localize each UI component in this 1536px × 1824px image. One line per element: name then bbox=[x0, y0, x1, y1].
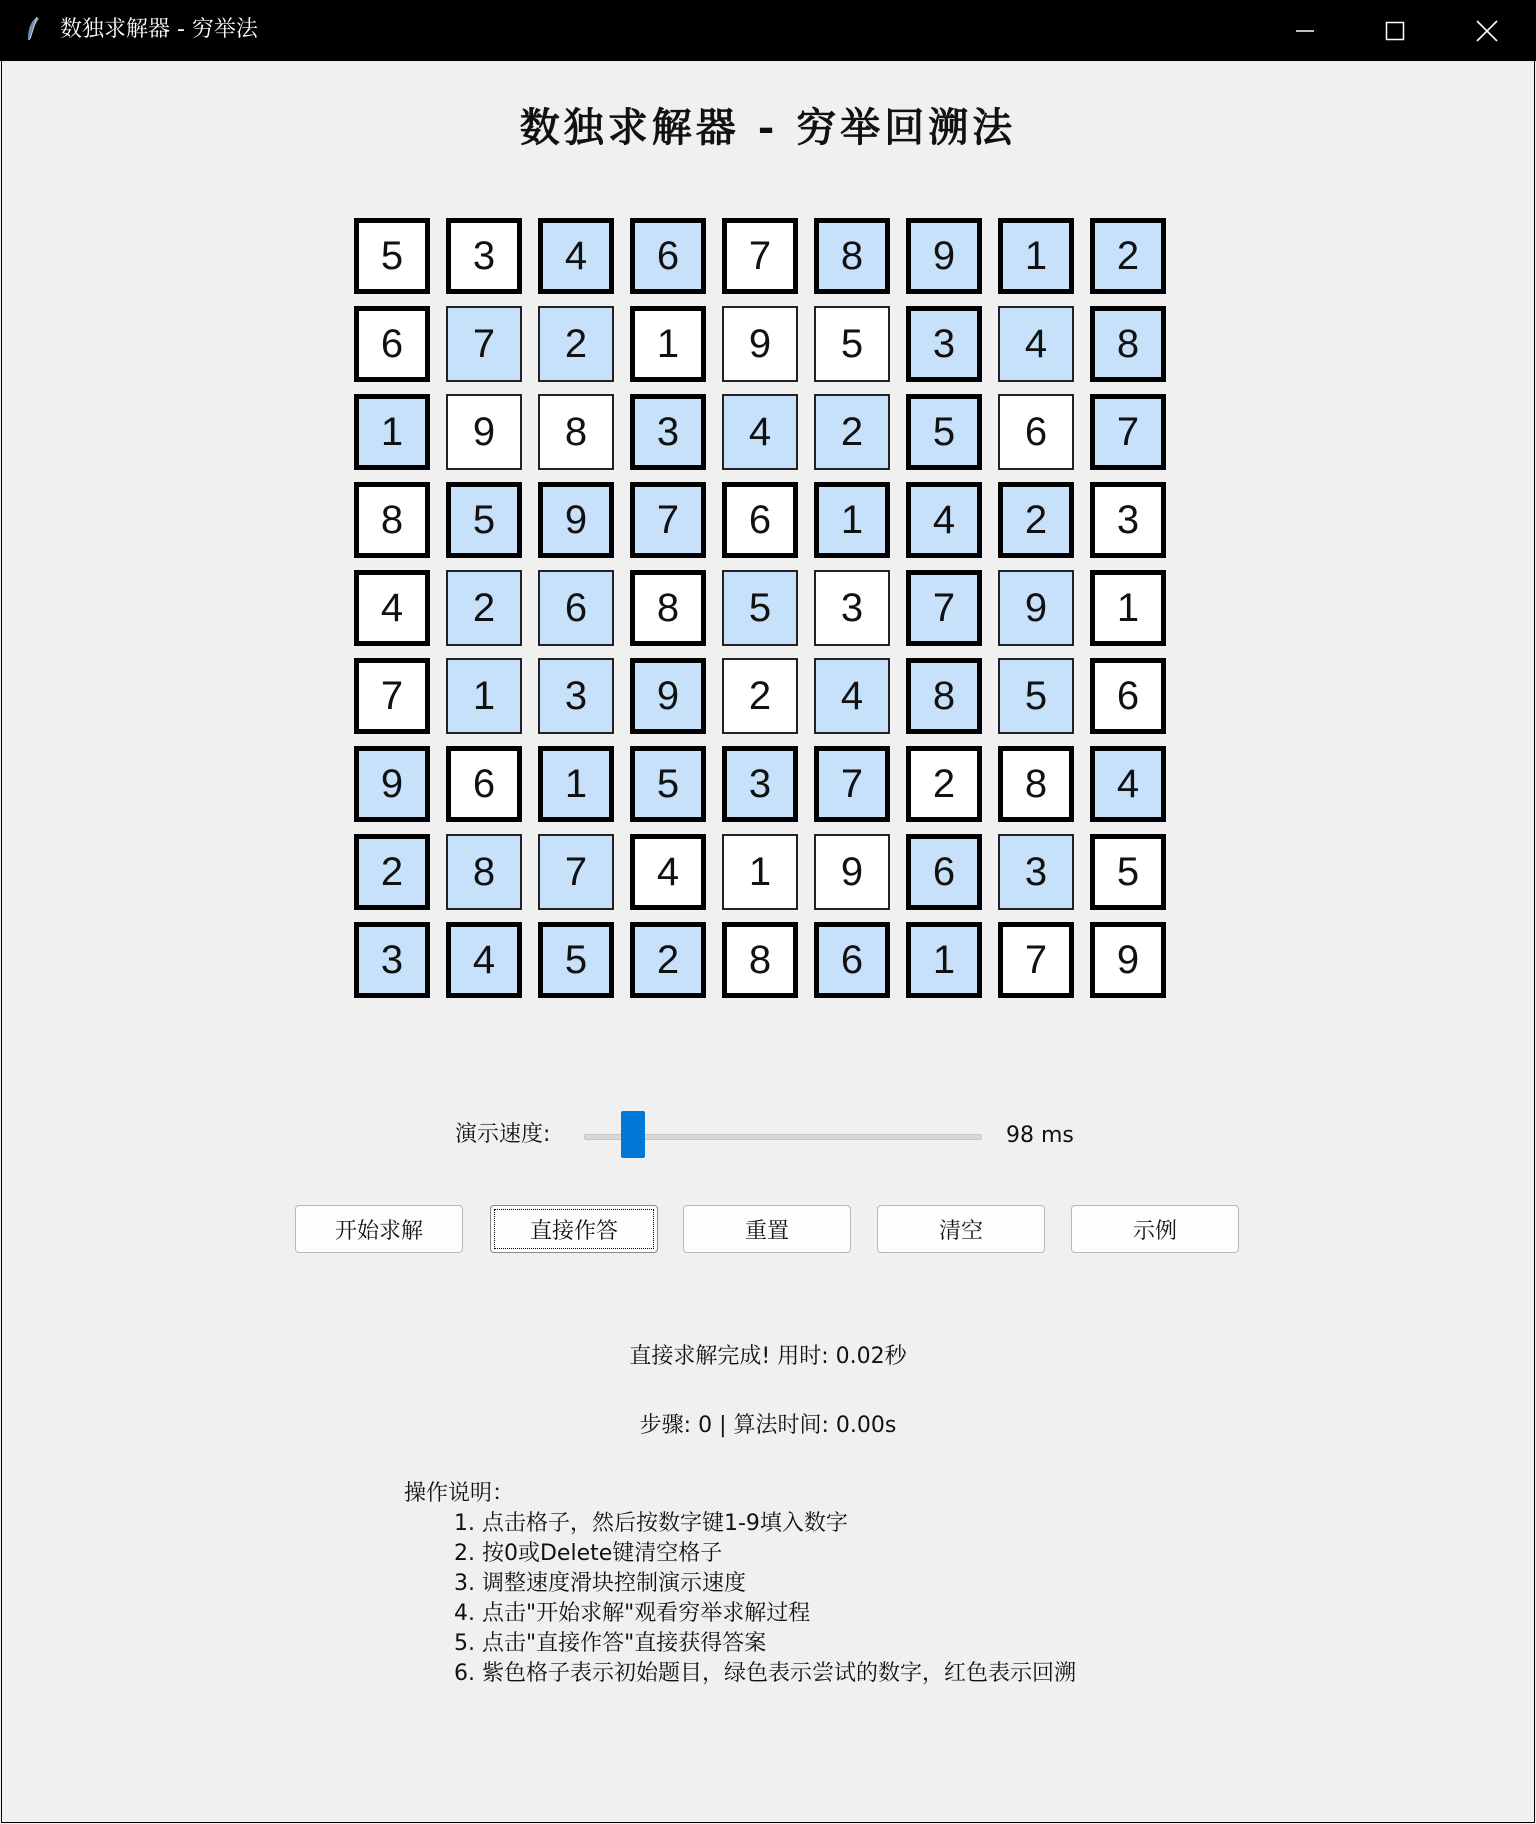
page-title: 数独求解器 - 穷举回溯法 bbox=[519, 104, 1017, 151]
sudoku-cell-r6c7[interactable]: 8 bbox=[906, 658, 982, 734]
minimize-button[interactable] bbox=[1260, 0, 1350, 61]
sudoku-cell-r8c8[interactable]: 3 bbox=[998, 834, 1074, 910]
sudoku-cell-r9c7[interactable]: 1 bbox=[906, 922, 982, 998]
instruction-item: 4. 点击"开始求解"观看穷举求解过程 bbox=[454, 1601, 811, 1626]
instruction-item: 5. 点击"直接作答"直接获得答案 bbox=[454, 1631, 767, 1656]
minimize-icon bbox=[1295, 21, 1315, 41]
sudoku-cell-r2c4[interactable]: 1 bbox=[630, 306, 706, 382]
sudoku-cell-r4c3[interactable]: 9 bbox=[538, 482, 614, 558]
sudoku-cell-r4c6[interactable]: 1 bbox=[814, 482, 890, 558]
sudoku-cell-r7c3[interactable]: 1 bbox=[538, 746, 614, 822]
sudoku-cell-r4c2[interactable]: 5 bbox=[446, 482, 522, 558]
stats-text: 步骤: 0 | 算法时间: 0.00s bbox=[639, 1413, 897, 1438]
sudoku-cell-r8c7[interactable]: 6 bbox=[906, 834, 982, 910]
sudoku-cell-r4c5[interactable]: 6 bbox=[722, 482, 798, 558]
sudoku-cell-r6c8[interactable]: 5 bbox=[998, 658, 1074, 734]
sudoku-cell-r3c1[interactable]: 1 bbox=[354, 394, 430, 470]
sudoku-cell-r3c6[interactable]: 2 bbox=[814, 394, 890, 470]
sudoku-cell-r1c6[interactable]: 8 bbox=[814, 218, 890, 294]
sudoku-cell-r5c7[interactable]: 7 bbox=[906, 570, 982, 646]
sudoku-cell-r5c5[interactable]: 5 bbox=[722, 570, 798, 646]
sudoku-cell-r7c1[interactable]: 9 bbox=[354, 746, 430, 822]
maximize-icon bbox=[1385, 21, 1405, 41]
sudoku-cell-r8c1[interactable]: 2 bbox=[354, 834, 430, 910]
sudoku-cell-r1c7[interactable]: 9 bbox=[906, 218, 982, 294]
sudoku-cell-r6c1[interactable]: 7 bbox=[354, 658, 430, 734]
sudoku-cell-r2c6[interactable]: 5 bbox=[814, 306, 890, 382]
reset-button[interactable]: 重置 bbox=[683, 1205, 851, 1253]
title-bar bbox=[0, 0, 1536, 61]
sudoku-cell-r1c2[interactable]: 3 bbox=[446, 218, 522, 294]
sudoku-cell-r7c8[interactable]: 8 bbox=[998, 746, 1074, 822]
sudoku-cell-r6c4[interactable]: 9 bbox=[630, 658, 706, 734]
sudoku-cell-r9c1[interactable]: 3 bbox=[354, 922, 430, 998]
sudoku-cell-r2c7[interactable]: 3 bbox=[906, 306, 982, 382]
window-title: 数独求解器 - 穷举法 bbox=[60, 17, 258, 42]
status-message: 直接求解完成! 用时: 0.02秒 bbox=[629, 1344, 907, 1369]
sudoku-cell-r9c6[interactable]: 6 bbox=[814, 922, 890, 998]
sudoku-cell-r4c4[interactable]: 7 bbox=[630, 482, 706, 558]
sudoku-cell-r9c2[interactable]: 4 bbox=[446, 922, 522, 998]
sudoku-cell-r9c8[interactable]: 7 bbox=[998, 922, 1074, 998]
instruction-item: 3. 调整速度滑块控制演示速度 bbox=[454, 1571, 746, 1596]
sudoku-cell-r2c8[interactable]: 4 bbox=[998, 306, 1074, 382]
speed-slider-thumb[interactable] bbox=[621, 1111, 645, 1158]
sudoku-cell-r7c4[interactable]: 5 bbox=[630, 746, 706, 822]
sudoku-cell-r1c1[interactable]: 5 bbox=[354, 218, 430, 294]
sudoku-cell-r1c4[interactable]: 6 bbox=[630, 218, 706, 294]
sudoku-cell-r9c4[interactable]: 2 bbox=[630, 922, 706, 998]
instruction-item: 1. 点击格子，然后按数字键1-9填入数字 bbox=[454, 1511, 848, 1536]
sudoku-cell-r1c3[interactable]: 4 bbox=[538, 218, 614, 294]
maximize-button[interactable] bbox=[1350, 0, 1440, 61]
feather-icon bbox=[26, 16, 40, 42]
sudoku-cell-r5c6[interactable]: 3 bbox=[814, 570, 890, 646]
sudoku-cell-r4c7[interactable]: 4 bbox=[906, 482, 982, 558]
sudoku-cell-r3c3[interactable]: 8 bbox=[538, 394, 614, 470]
sudoku-cell-r2c9[interactable]: 8 bbox=[1090, 306, 1166, 382]
sudoku-cell-r7c5[interactable]: 3 bbox=[722, 746, 798, 822]
sudoku-cell-r8c9[interactable]: 5 bbox=[1090, 834, 1166, 910]
sudoku-cell-r7c2[interactable]: 6 bbox=[446, 746, 522, 822]
sudoku-cell-r3c7[interactable]: 5 bbox=[906, 394, 982, 470]
sudoku-cell-r4c9[interactable]: 3 bbox=[1090, 482, 1166, 558]
sudoku-cell-r3c5[interactable]: 4 bbox=[722, 394, 798, 470]
instruction-item: 6. 紫色格子表示初始题目，绿色表示尝试的数字，红色表示回溯 bbox=[454, 1661, 1076, 1686]
sudoku-cell-r3c9[interactable]: 7 bbox=[1090, 394, 1166, 470]
sudoku-cell-r6c9[interactable]: 6 bbox=[1090, 658, 1166, 734]
sudoku-grid bbox=[354, 218, 1182, 1010]
sudoku-cell-r3c4[interactable]: 3 bbox=[630, 394, 706, 470]
sudoku-cell-r1c8[interactable]: 1 bbox=[998, 218, 1074, 294]
sudoku-cell-r2c2[interactable]: 7 bbox=[446, 306, 522, 382]
sudoku-cell-r8c5[interactable]: 1 bbox=[722, 834, 798, 910]
speed-label: 演示速度: bbox=[455, 1122, 551, 1147]
close-icon bbox=[1476, 20, 1498, 42]
sudoku-cell-r1c5[interactable]: 7 bbox=[722, 218, 798, 294]
sudoku-cell-r4c1[interactable]: 8 bbox=[354, 482, 430, 558]
sudoku-cell-r5c8[interactable]: 9 bbox=[998, 570, 1074, 646]
sudoku-cell-r5c3[interactable]: 6 bbox=[538, 570, 614, 646]
sudoku-cell-r6c6[interactable]: 4 bbox=[814, 658, 890, 734]
sudoku-cell-r7c9[interactable]: 4 bbox=[1090, 746, 1166, 822]
sudoku-cell-r5c2[interactable]: 2 bbox=[446, 570, 522, 646]
sudoku-cell-r8c2[interactable]: 8 bbox=[446, 834, 522, 910]
sudoku-cell-r7c7[interactable]: 2 bbox=[906, 746, 982, 822]
speed-value: 98 ms bbox=[1006, 1123, 1074, 1148]
clear-button[interactable]: 清空 bbox=[877, 1205, 1045, 1253]
sudoku-cell-r3c8[interactable]: 6 bbox=[998, 394, 1074, 470]
instruction-item: 2. 按0或Delete键清空格子 bbox=[454, 1541, 723, 1566]
sudoku-cell-r7c6[interactable]: 7 bbox=[814, 746, 890, 822]
example-button[interactable]: 示例 bbox=[1071, 1205, 1239, 1253]
sudoku-cell-r2c1[interactable]: 6 bbox=[354, 306, 430, 382]
sudoku-cell-r8c3[interactable]: 7 bbox=[538, 834, 614, 910]
sudoku-cell-r1c9[interactable]: 2 bbox=[1090, 218, 1166, 294]
direct-answer-button[interactable]: 直接作答 bbox=[490, 1205, 658, 1253]
sudoku-cell-r5c1[interactable]: 4 bbox=[354, 570, 430, 646]
sudoku-cell-r5c9[interactable]: 1 bbox=[1090, 570, 1166, 646]
instructions-panel bbox=[404, 1479, 1076, 1689]
sudoku-cell-r6c2[interactable]: 1 bbox=[446, 658, 522, 734]
sudoku-cell-r8c4[interactable]: 4 bbox=[630, 834, 706, 910]
sudoku-cell-r4c8[interactable]: 2 bbox=[998, 482, 1074, 558]
sudoku-cell-r9c5[interactable]: 8 bbox=[722, 922, 798, 998]
sudoku-cell-r2c5[interactable]: 9 bbox=[722, 306, 798, 382]
sudoku-cell-r2c3[interactable]: 2 bbox=[538, 306, 614, 382]
start-solve-button[interactable]: 开始求解 bbox=[295, 1205, 463, 1253]
sudoku-cell-r5c4[interactable]: 8 bbox=[630, 570, 706, 646]
instructions-title: 操作说明： bbox=[404, 1481, 515, 1506]
sudoku-cell-r6c5[interactable]: 2 bbox=[722, 658, 798, 734]
sudoku-cell-r8c6[interactable]: 9 bbox=[814, 834, 890, 910]
sudoku-cell-r3c2[interactable]: 9 bbox=[446, 394, 522, 470]
close-button[interactable] bbox=[1442, 0, 1532, 61]
sudoku-cell-r9c9[interactable]: 9 bbox=[1090, 922, 1166, 998]
sudoku-cell-r6c3[interactable]: 3 bbox=[538, 658, 614, 734]
sudoku-cell-r9c3[interactable]: 5 bbox=[538, 922, 614, 998]
